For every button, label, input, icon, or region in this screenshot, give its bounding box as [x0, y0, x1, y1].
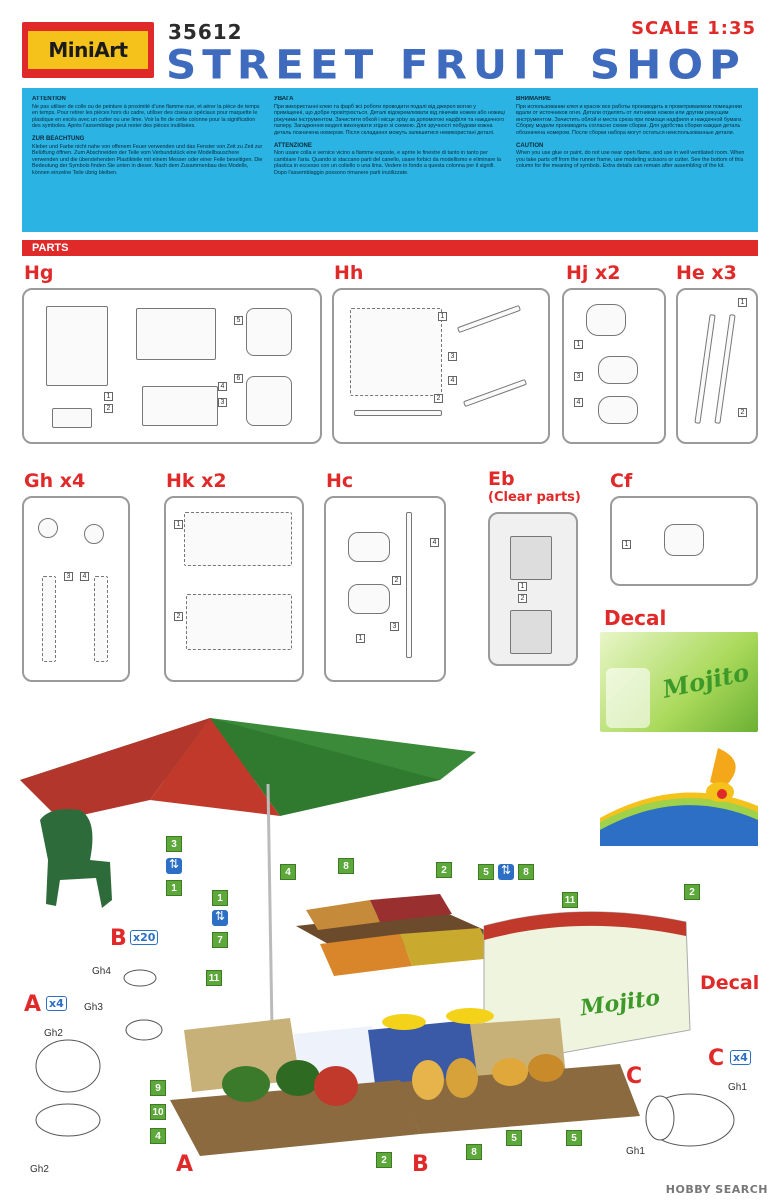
info-banner [22, 88, 758, 232]
info-heading: ВНИМАНИЕ [516, 96, 551, 102]
part-fruit-tray [586, 304, 626, 336]
sprue-hj [562, 288, 666, 444]
part-frame [246, 376, 292, 426]
callout: 5 [506, 1130, 522, 1146]
callout: 4 [150, 1128, 166, 1144]
part-chair-seat [348, 532, 390, 562]
part-number: 2 [104, 404, 113, 413]
brand-name: MiniArt [48, 38, 128, 62]
part-tag-gh2-bottom: Gh2 [30, 1164, 49, 1175]
sprue-label-eb-sub: (Clear parts) [488, 490, 581, 505]
info-text: Ne pas utiliser de colle ou de peinture à proximité d'une flamme nue, et aérer la pièce de temps en temps. Pour retirer les pièces hors du cadre, utiliser des ciseaux spéciaux pour maquette le plastique en excès avec un cutter ou une lime. Voir la fin de cette colonne pour la signification des symboles. Après l'assemblage peut rester des pièces inutilisées. [32, 103, 260, 130]
part-number: 6 [234, 374, 243, 383]
callout: 2 [684, 884, 700, 900]
info-heading: ATTENZIONE [274, 142, 312, 149]
watermark: HOBBY SEARCH [665, 1183, 768, 1196]
multiplier-b: x20 [130, 930, 158, 945]
part-glass [510, 536, 552, 580]
part-chair-back [348, 584, 390, 614]
part-pallet-bottom [186, 594, 292, 650]
part-bananas [94, 576, 108, 662]
part-tag-gh2-top: Gh2 [44, 1028, 63, 1039]
part-number: 3 [390, 622, 399, 631]
callout: 5 [478, 864, 494, 880]
callout: 2 [376, 1152, 392, 1168]
part-number: 1 [438, 312, 447, 321]
logo-inner [28, 31, 148, 69]
callout: 5 [566, 1130, 582, 1146]
info-text: При використанні клею та фарб всі роботи проводити подалі від джерел вогню у приміщенні, що добре провітрюється. Деталі відокремлювати від ліничків ножем або ножиці ріжучими інструментом. Зачистити обкой і місце зрізу за допомогою надфіля та наждачного паперу. Загадження моделі виконувати згідно зі схемою. Для зручності побудови кожна деталь позначена номером. Після складання можуть залишитися невикористані деталі. [274, 103, 505, 136]
part-bananas [42, 576, 56, 662]
sprue-gh [22, 496, 130, 682]
decal-callout: Decal [700, 972, 760, 994]
kit-code: 35612 [168, 20, 243, 44]
part-number: 1 [104, 392, 113, 401]
part-fruit-tray [598, 396, 638, 424]
sprue-label-eb: Eb [488, 468, 515, 490]
part-number: 3 [218, 398, 227, 407]
part-plate [52, 408, 92, 428]
part-base [142, 386, 218, 426]
part-fruit-tray [598, 356, 638, 384]
callout: 11 [562, 892, 578, 908]
part-number: 1 [174, 520, 183, 529]
part-number: 2 [434, 394, 443, 403]
part-tag-gh1-left: Gh1 [626, 1146, 645, 1157]
part-number: 3 [448, 352, 457, 361]
info-heading: УВАГА [274, 96, 294, 102]
callout: 2 [436, 862, 452, 878]
sprue-label-hh: Hh [334, 262, 364, 284]
assembly-label-b-pointer: B [412, 1152, 429, 1177]
rotate-icon [166, 858, 182, 874]
info-heading: ZUR BEACHTUNG [32, 135, 85, 142]
miniart-logo [22, 22, 154, 78]
rotate-icon [498, 864, 514, 880]
part-number: 4 [218, 382, 227, 391]
callout: 1 [212, 890, 228, 906]
part-tag-gh1-right: Gh1 [728, 1082, 747, 1093]
part-number: 2 [518, 594, 527, 603]
part-pole [406, 512, 412, 658]
part-number: 1 [738, 298, 747, 307]
part-number: 1 [622, 540, 631, 549]
callout: 9 [150, 1080, 166, 1096]
part-number: 1 [356, 634, 365, 643]
info-heading: ATTENTION [32, 96, 66, 102]
callout: 3 [166, 836, 182, 852]
part-dome [84, 524, 104, 544]
part-number: 4 [448, 376, 457, 385]
sprue-hk [164, 496, 304, 682]
sprue-eb [488, 512, 578, 666]
callout: 1 [166, 880, 182, 896]
info-text: When you use glue or paint, do not use near open flame, and use in well ventilated room. When you take parts off from the runner frame, use modeling scissors or cutter. See the bottom of this column for the meaning of symbols. Extra details can remain after assembling of the kit. [516, 150, 745, 170]
part-lid [136, 308, 216, 360]
sprue-he [676, 288, 758, 444]
sprue-label-cf: Cf [610, 470, 633, 492]
kit-scale: SCALE 1:35 [631, 18, 756, 39]
info-text: При использовании клея и красок все работы производить в проветриваемом помещении вдали от источников огня. Детали отделять от литников ножом или другим режущим инструментом. Зачистить облой и места среза при помощи надфиля и наждачной бумаги. Сборку модели производить согласно схеме сборки. Для удобства сборки каждая деталь обозначена номером. После сборки набора могут остаться неиспользованные детали. [516, 103, 743, 136]
part-number: 3 [64, 572, 73, 581]
decal-label: Decal [604, 606, 667, 630]
assembly-label-a: A [24, 992, 42, 1017]
callout: 7 [212, 932, 228, 948]
callout: 8 [518, 864, 534, 880]
callout: 10 [150, 1104, 166, 1120]
part-shelf [350, 308, 442, 396]
kit-title: STREET FRUIT SHOP [166, 41, 746, 88]
parts-label: PARTS [32, 242, 69, 254]
cooler-mojito-text: Mojito [578, 984, 662, 1022]
sprue-cf [610, 496, 758, 586]
part-rail [354, 410, 442, 416]
part-number: 2 [738, 408, 747, 417]
part-panel [46, 306, 108, 386]
part-frame [246, 308, 292, 356]
callout: 8 [338, 858, 354, 874]
part-pallet-top [184, 512, 292, 566]
assembly-label-a-pointer: A [176, 1152, 194, 1177]
part-number: 2 [174, 612, 183, 621]
info-heading: CAUTION [516, 142, 544, 149]
callout: 11 [206, 970, 222, 986]
info-text: Kleber und Farbe nicht nahe von offenem Feuer verwenden und das Fenster von Zeit zu Zeit zur Belüftung öffnen. Zum Abschneiden der Teile vom Verbundstück eine Modellbauschere verwenden und die überstehenden Plastikteile mit einem Messer oder einer Feile beseitigen. Die Bedeutung der Symbols finden Sie unten in dieser. Nach dem Zusammenbau des Modells, können einzelne Teile übrig bleiben. [32, 143, 263, 176]
sprue-label-hc: Hc [326, 470, 354, 492]
part-number: 3 [574, 372, 583, 381]
part-dome [38, 518, 58, 538]
assembly-label-b: B [110, 926, 127, 951]
assembly-label-c: C [708, 1046, 725, 1071]
parts-bar [22, 240, 758, 256]
callout: 8 [466, 1144, 482, 1160]
part-glass [510, 610, 552, 654]
sprue-hh [332, 288, 550, 444]
sprue-hc [324, 496, 446, 682]
part-tag-gh3: Gh3 [84, 1002, 103, 1013]
part-leg [694, 314, 715, 424]
assembly-label-c-pointer: C [626, 1064, 643, 1089]
info-col-2 [274, 96, 506, 224]
part-number: 4 [80, 572, 89, 581]
part-number: 5 [234, 316, 243, 325]
info-col-1 [32, 96, 264, 224]
part-number: 4 [574, 398, 583, 407]
part-number: 1 [518, 582, 527, 591]
part-leg [714, 314, 735, 424]
part-strut [457, 305, 521, 333]
sprue-label-hg: Hg [24, 262, 54, 284]
info-col-3 [516, 96, 748, 224]
info-text: Non usare colla e vernice vicino a fiamme esposte, e aprire le finestre di tanto in tanto per cambiare l'aria. Quando si staccano parti del canello, usare forbici da modellismo e eliminare la plastica in eccesso con un coltello o una lima. Vedere in fondo a questa colonna per il signifi. Dopo l'assemblaggio possono rimanere parti inutilizzate. [274, 150, 501, 176]
multiplier-c: x4 [730, 1050, 751, 1065]
sprue-hg [22, 288, 322, 444]
rotate-icon [212, 910, 228, 926]
sprue-label-hj: Hj x2 [566, 262, 621, 284]
part-number: 2 [392, 576, 401, 585]
part-tag-gh4: Gh4 [92, 966, 111, 977]
sprue-label-he: He x3 [676, 262, 737, 284]
part-strut [463, 379, 527, 407]
part-chair [664, 524, 704, 556]
multiplier-a: x4 [46, 996, 67, 1011]
part-number: 4 [430, 538, 439, 547]
sprue-label-hk: Hk x2 [166, 470, 227, 492]
sprue-label-gh: Gh x4 [24, 470, 86, 492]
callout: 4 [280, 864, 296, 880]
mojito-text: Mojito [659, 657, 752, 704]
part-number: 1 [574, 340, 583, 349]
